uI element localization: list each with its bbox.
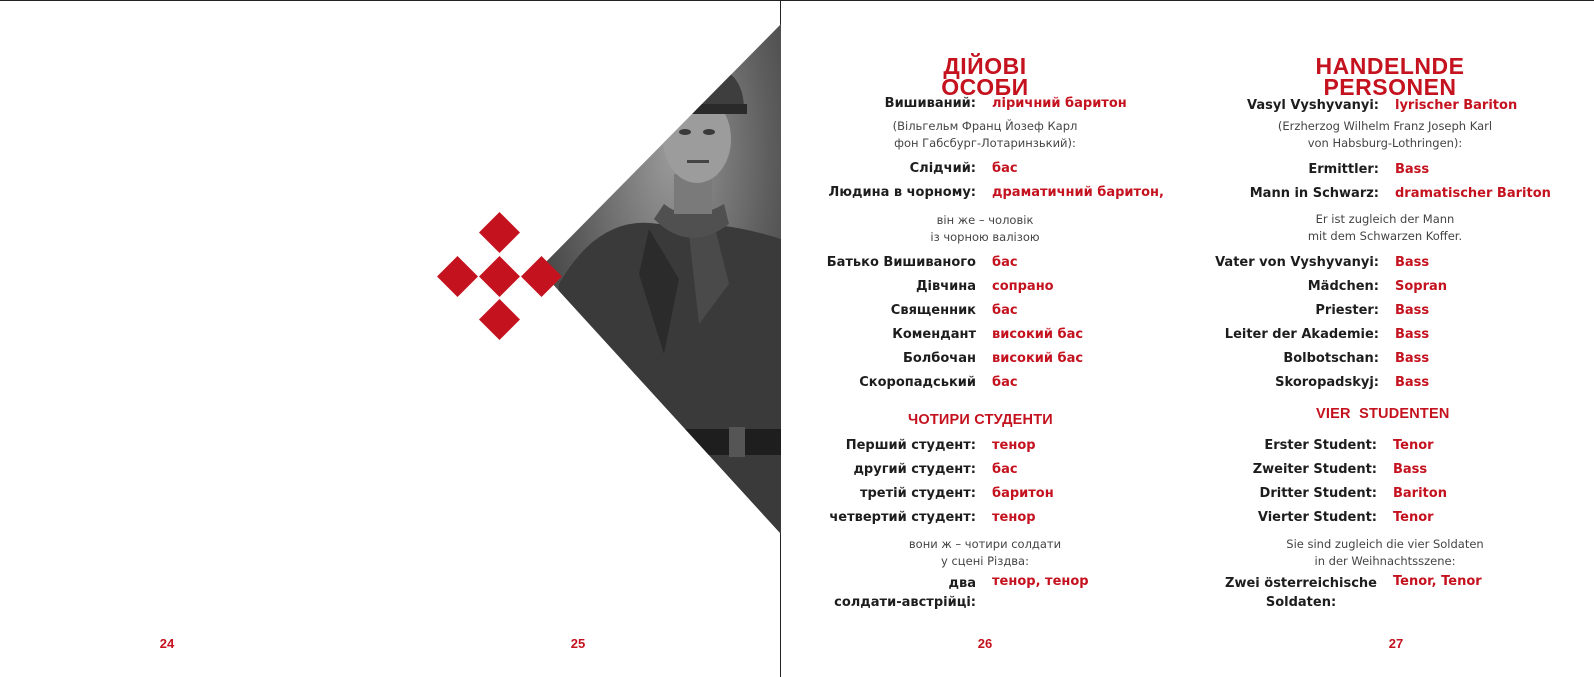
ua-student-role: четвертий студент: — [829, 510, 976, 525]
de-student-voice: Bass — [1393, 462, 1428, 477]
ornament-diamond-top — [479, 212, 520, 253]
ua-note-black-suitcase-line2: із чорною валізою — [930, 230, 1040, 244]
de-voice: lyrischer Bariton — [1395, 98, 1518, 113]
ua-note-soldiers-line2: у сцені Різдва: — [941, 554, 1029, 568]
de-role: Ermittler: — [1308, 162, 1379, 177]
ua-soldiers-role-line2: солдати-австрійці: — [834, 595, 976, 610]
de-soldiers-voice: Tenor, Tenor — [1393, 574, 1482, 589]
ua-student-role: Перший студент: — [845, 438, 976, 453]
ornament-diamond-center — [479, 256, 520, 297]
de-note-soldiers-line1: Sie sind zugleich die vier Soldaten — [1286, 537, 1484, 551]
de-role: Vater von Vyshyvanyi: — [1215, 255, 1379, 270]
ua-role: Болбочан — [902, 351, 976, 366]
ua-student-voice: тенор — [992, 510, 1036, 525]
ua-role: Слідчий: — [909, 161, 976, 176]
ua-voice: бас — [992, 161, 1018, 176]
ua-note-black-suitcase — [840, 212, 1130, 246]
ua-voice: бас — [992, 375, 1018, 390]
ua-voice: високий бас — [992, 327, 1084, 342]
ua-role: Людина в чорному: — [828, 185, 976, 200]
page-number-26: 26 — [977, 636, 993, 651]
de-role: Skoropadskyj: — [1275, 375, 1379, 390]
de-title-line2: PERSONEN — [1323, 74, 1457, 100]
de-title — [1300, 53, 1480, 100]
de-note-black-suitcase-line2: mit dem Schwarzen Koffer. — [1307, 229, 1463, 243]
de-role: Bolbotschan: — [1283, 351, 1379, 366]
de-student-role: Vierter Student: — [1257, 510, 1377, 525]
de-voice: Bass — [1395, 351, 1430, 366]
de-voice: Bass — [1395, 162, 1430, 177]
ua-student-voice: баритон — [992, 486, 1054, 501]
de-voice: Bass — [1395, 303, 1430, 318]
ua-note-habsburg-line2: фон Габсбург-Лотаринзький): — [894, 136, 1076, 150]
de-student-voice: Tenor — [1393, 510, 1434, 525]
ua-note-soldiers — [840, 536, 1130, 570]
ua-voice: бас — [992, 255, 1018, 270]
ua-student-role: третій студент: — [859, 486, 976, 501]
de-note-habsburg-line1: (Erzherzog Wilhelm Franz Joseph Karl — [1277, 119, 1493, 133]
de-title-line1: HANDELNDE — [1315, 53, 1465, 79]
de-voice: dramatischer Bariton — [1395, 186, 1551, 201]
de-role: Mädchen: — [1307, 279, 1379, 294]
de-student-voice: Bariton — [1393, 486, 1447, 501]
de-soldiers-role-line1: Zwei österreichische — [1225, 576, 1377, 591]
ua-voice: бас — [992, 303, 1018, 318]
de-role: Vasyl Vyshyvanyi: — [1247, 98, 1379, 113]
ornament-diamond-bottom — [479, 299, 520, 340]
de-role: Mann in Schwarz: — [1249, 186, 1379, 201]
de-note-habsburg — [1240, 118, 1530, 152]
de-student-role: Zweiter Student: — [1252, 462, 1377, 477]
de-voice: Bass — [1395, 255, 1430, 270]
ua-voice: драматичний баритон, — [992, 185, 1164, 200]
ua-voice: ліричний баритон — [992, 96, 1127, 111]
ua-voice: сопрано — [992, 279, 1054, 294]
ua-title — [920, 53, 1050, 100]
ua-voice: високий бас — [992, 351, 1084, 366]
de-soldiers-role-line2: Soldaten: — [1265, 595, 1337, 610]
de-note-habsburg-line2: von Habsburg-Lothringen): — [1307, 136, 1463, 150]
ua-student-role: другий студент: — [853, 462, 976, 477]
ua-student-voice: бас — [992, 462, 1018, 477]
de-student-role: Dritter Student: — [1259, 486, 1377, 501]
ua-role: Вишиваний: — [884, 96, 976, 111]
page-number-24: 24 — [159, 636, 175, 651]
ua-soldiers-voice: тенор, тенор — [992, 574, 1089, 589]
de-soldiers-role — [1225, 574, 1377, 612]
de-student-voice: Tenor — [1393, 438, 1434, 453]
ua-note-habsburg — [840, 118, 1130, 152]
ua-note-black-suitcase-line1: він же – чоловік — [936, 213, 1034, 227]
page-number-27: 27 — [1388, 636, 1404, 651]
ua-note-habsburg-line1: (Вільгельм Франц Йозеф Карл — [892, 119, 1078, 133]
de-note-black-suitcase-line1: Er ist zugleich der Mann — [1315, 212, 1455, 226]
de-voice: Sopran — [1395, 279, 1448, 294]
de-note-black-suitcase — [1240, 211, 1530, 245]
ua-title-line2: ОСОБИ — [941, 74, 1029, 100]
ua-soldiers-role-line1: два — [948, 576, 976, 591]
ua-role: Батько Вишиваного — [826, 255, 976, 270]
ua-students-title: ЧОТИРИ СТУДЕНТИ — [908, 412, 1053, 428]
de-students-title: VIER STUDENTEN — [1316, 406, 1450, 422]
ornament-diamond-left — [437, 256, 478, 297]
ua-student-voice: тенор — [992, 438, 1036, 453]
de-student-role: Erster Student: — [1264, 438, 1377, 453]
soldier-photograph — [539, 24, 781, 534]
de-role: Priester: — [1315, 303, 1379, 318]
ua-note-soldiers-line1: вони ж – чотири солдати — [908, 537, 1062, 551]
de-note-soldiers — [1240, 536, 1530, 570]
ua-role: Священник — [890, 303, 976, 318]
de-note-soldiers-line2: in der Weihnachtsszene: — [1314, 554, 1456, 568]
top-rule — [0, 0, 1594, 1]
ua-title-line1: ДІЙОВІ — [943, 53, 1027, 79]
ua-soldiers-role — [834, 574, 976, 612]
de-voice: Bass — [1395, 375, 1430, 390]
ua-role: Комендант — [892, 327, 976, 342]
de-role: Leiter der Akademie: — [1224, 327, 1379, 342]
ua-role: Дівчина — [915, 279, 976, 294]
ua-role: Скоропадський — [859, 375, 976, 390]
de-voice: Bass — [1395, 327, 1430, 342]
page-number-25: 25 — [570, 636, 586, 651]
